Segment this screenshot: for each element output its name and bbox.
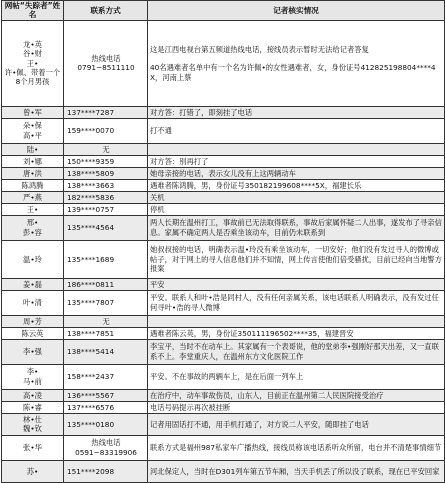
cell-note: 在治疗中，动车事故伤员，山东人，目前正在温州第二人民医院接受治疗 [148, 389, 445, 401]
cell-name: 严•燕 [2, 191, 64, 203]
cell-contact: 热线电话 0791−8511110 [64, 20, 148, 106]
table-row [2, 191, 445, 203]
table-row [2, 389, 445, 401]
cell-name: 苏• [2, 460, 64, 482]
cell-contact: 无 [64, 143, 148, 155]
table-row [2, 155, 445, 167]
cell-note: 停机 [148, 203, 445, 215]
cell-contact: 136****5567 [64, 389, 148, 401]
cell-name: 温•玲 [2, 240, 64, 278]
cell-contact: 138****5809 [64, 167, 148, 179]
table-row [2, 460, 445, 482]
cell-note: 平安。联系人和叶•浩是同村人，没有任何亲属关系，该电话联系人明确表示，没有发过任何寻叶•浩的寻人微博 [148, 290, 445, 315]
table-row [2, 118, 445, 143]
cell-name: 李• 马•前 [2, 364, 64, 389]
cell-name: 叶•清 [2, 290, 64, 315]
cell-note: 李宝平，当时不在动车上。其家属有一个表哥说，他的堂弟李•强刚好那天出差，又一直联系不上。李堂重庆人，在温州东方文化医院工作 [148, 339, 445, 364]
table-row [2, 278, 445, 290]
cell-name: 陈云英 [2, 327, 64, 339]
table-row [2, 179, 445, 191]
cell-contact: 186****0811 [64, 278, 148, 290]
table-header-row [2, 1, 445, 21]
cell-note: 平安。不在事故的两辆车上，是在后面一列车上 [148, 364, 445, 389]
cell-name: 李•强 [2, 339, 64, 364]
cell-note: 遇难者陈云英，男，身份证350111196502****35，福建晋安 [148, 327, 445, 339]
cell-contact: 182****5836 [64, 191, 148, 203]
cell-contact: 138****5414 [64, 339, 148, 364]
table-row [2, 413, 445, 435]
cell-contact: 138****3663 [64, 179, 148, 191]
cell-name: 高•凌 [2, 389, 64, 401]
table-row [2, 215, 445, 240]
cell-name: 陈•睿 [2, 401, 64, 413]
cell-contact: 135****0180 [64, 413, 148, 435]
cell-note: 对方答：打错了，即刻挂了电话 [148, 106, 445, 118]
cell-note: 遇难者陈鸿腾，男，身份证号350182199608****5X，福建长乐 [148, 179, 445, 191]
cell-name: 姜•磊 [2, 278, 64, 290]
cell-contact: 158****2437 [64, 364, 148, 389]
cell-contact: 热线电话 0591−83319906 [64, 435, 148, 460]
cell-name: 王• [2, 203, 64, 215]
cell-note: 记者用固话打不通，用手机打通了，对方说二人平安，随即挂了电话 [148, 413, 445, 435]
cell-name: 唐•洪 [2, 167, 64, 179]
cell-contact: 151****2098 [64, 460, 148, 482]
cell-name: 曾•军 [2, 106, 64, 118]
cell-name: 陈鸿腾 [2, 179, 64, 191]
table-row [2, 167, 445, 179]
cell-contact: 无 [64, 315, 148, 327]
cell-name: 林•仕 魏•钦 [2, 413, 64, 435]
table-row [2, 20, 445, 106]
cell-note: 河北保定人，当时在D301列车第五节车厢，当天手机丢了所以没了联系，现在已平安回家 [148, 460, 445, 482]
table-row [2, 327, 445, 339]
table-row [2, 143, 445, 155]
cell-note: 她叔叔接的电话，明确表示温•玲没有乘坐该动车，一切安好；他们没有发过寻人的微博或帖子，对于网上的寻人信息他们并不知情，网上传言使他们倍受骚扰，目前已经向当地警方报案 [148, 240, 445, 278]
cell-name: 朵•保 高•平 [2, 118, 64, 143]
cell-contact: 135****1689 [64, 240, 148, 278]
table-row [2, 401, 445, 413]
cell-contact: 150****9359 [64, 155, 148, 167]
header-name: 网帖“失踪者”姓名 [2, 1, 64, 21]
cell-note [148, 315, 445, 327]
table-row [2, 364, 445, 389]
cell-note: 关机 [148, 191, 445, 203]
cell-note: 对方答：别再打了 [148, 155, 445, 167]
table-row [2, 106, 445, 118]
cell-contact: 138****7851 [64, 327, 148, 339]
table-row [2, 203, 445, 215]
cell-note: 两人长期在温州打工，事故前已无法取得联系，事故后家属怀疑二人出事，遂发布了寻亲信息。家属不确定两人是否乘坐该动车，目前仍未联系到 [148, 215, 445, 240]
table-row [2, 435, 445, 460]
cell-contact: 135****7807 [64, 290, 148, 315]
cell-name: 张•华 [2, 435, 64, 460]
cell-name: 邢• 彭•容 [2, 215, 64, 240]
table-row [2, 339, 445, 364]
cell-name: 周•芳 [2, 315, 64, 327]
cell-name: 刘•娜 [2, 155, 64, 167]
cell-note: 平安 [148, 278, 445, 290]
cell-contact: 135****4564 [64, 215, 148, 240]
header-note: 记者核实情况 [148, 1, 445, 21]
cell-note: 这是江西电视台第五频道热线电话，接线员表示暂时无法给记者答复 40名遇难者名单中有一个名为许佩•的女性遇难者，女，身份证号412825198804****4X，河南上蔡 [148, 20, 445, 106]
cell-contact: 139****0757 [64, 203, 148, 215]
cell-note: 电话号码提示再次被挂断 [148, 401, 445, 413]
table-row [2, 240, 445, 278]
cell-note: 打不通 [148, 118, 445, 143]
table-row [2, 315, 445, 327]
cell-contact: 159****0070 [64, 118, 148, 143]
cell-contact: 137****6576 [64, 401, 148, 413]
header-contact: 联系方式 [64, 1, 148, 21]
table-row [2, 290, 445, 315]
verification-table [1, 0, 445, 483]
cell-note [148, 143, 445, 155]
cell-name: 陆• [2, 143, 64, 155]
cell-contact: 137****7287 [64, 106, 148, 118]
cell-name: 龙•英 谷•财 王• 许•佩、带着一个8个月男孩 [2, 20, 64, 106]
cell-note: 联系方式是福州987私家车广播热线，接线员称该电话系听众所留，电台并不清楚事情细节 [148, 435, 445, 460]
cell-note: 她母亲接的电话，表示女儿没有上这两辆动车 [148, 167, 445, 179]
